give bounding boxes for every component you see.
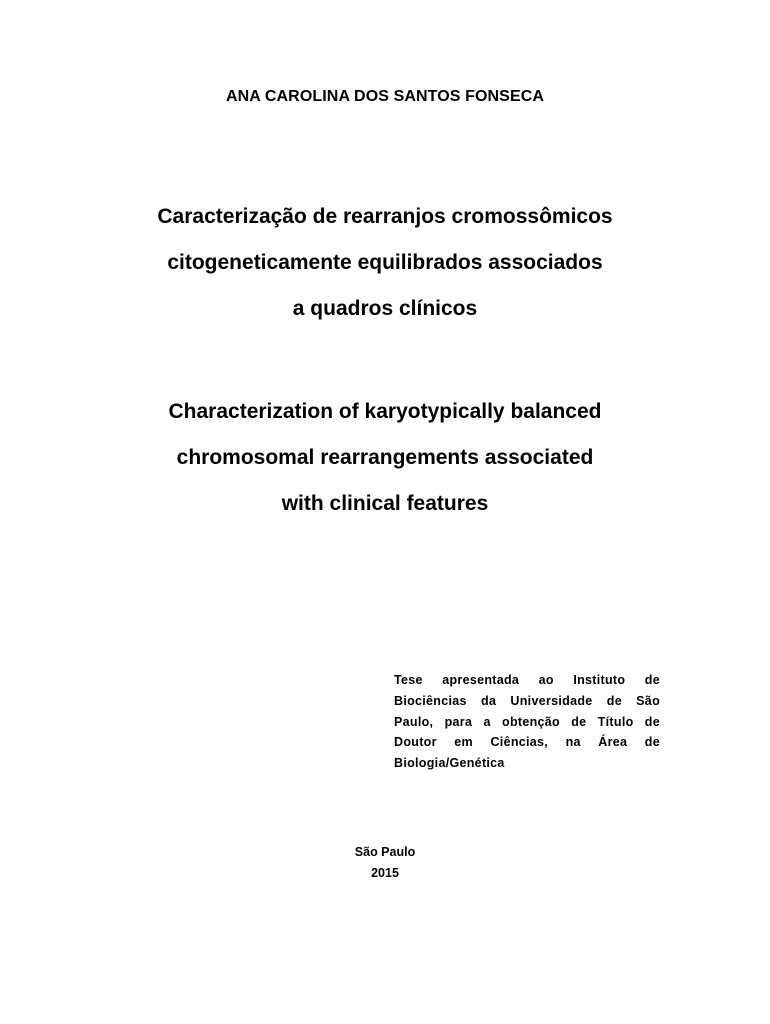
title-pt-line-3: a quadros clínicos (292, 297, 478, 320)
title-en-line-1: Characterization of karyotypically balanced (168, 400, 602, 423)
title-en-line-2: chromosomal rearrangements associated (176, 446, 594, 469)
title-english (0, 389, 770, 527)
place: São Paulo (354, 845, 416, 859)
thesis-note: Tese apresentada ao Instituto de Biociências da Universidade de São Paulo, para a obtenção de Título de Doutor em Ciências, na Área de Biologia/Genética (394, 673, 660, 771)
title-pt-line-2: citogeneticamente equilibrados associados (167, 251, 603, 274)
author-name: ANA CAROLINA DOS SANTOS FONSECA (225, 88, 545, 105)
title-en-line-3: with clinical features (281, 492, 489, 515)
title-portuguese (0, 194, 770, 332)
year: 2015 (371, 866, 399, 880)
title-pt-line-1: Caracterização de rearranjos cromossômicos (157, 205, 613, 228)
